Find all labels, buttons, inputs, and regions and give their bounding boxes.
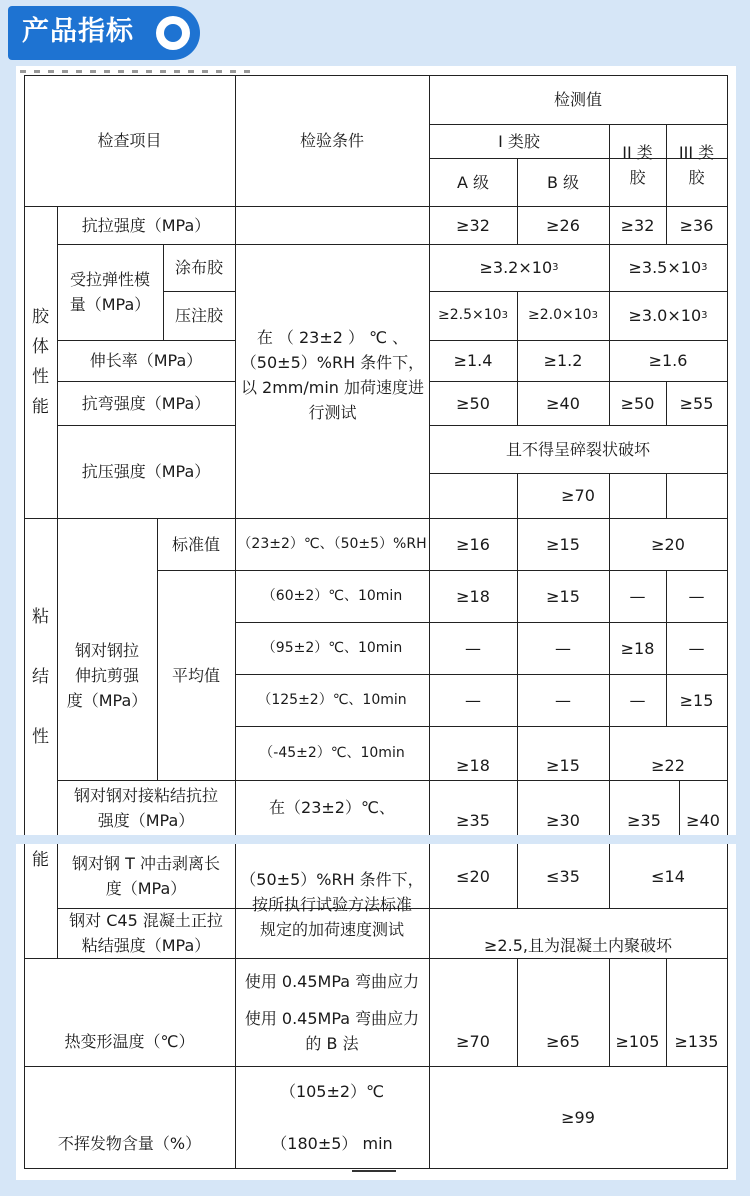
butt-c2-text: ≥35 — [627, 810, 661, 830]
rm45-b-text: ≥15 — [546, 755, 580, 775]
tensile-b — [517, 206, 609, 244]
page-break-gap — [16, 835, 736, 844]
group-bond-tail — [24, 844, 57, 875]
exponent: 3 — [501, 310, 508, 321]
volatile-label — [24, 1118, 235, 1168]
r60-c2 — [609, 570, 666, 622]
rm45-c — [609, 740, 727, 790]
tensile-label-text: 抗拉强度（MPa） — [81, 215, 211, 235]
bend-c3 — [666, 381, 727, 425]
heat-cond1-text: 使用 0.45MPa 弯曲应力 — [244, 971, 420, 991]
heat-c3 — [666, 1016, 727, 1066]
peel-b — [517, 844, 609, 908]
heat-b — [517, 1016, 609, 1066]
elong-a-text: ≥1.4 — [453, 351, 493, 370]
butt-label-text: 钢对钢对接粘结抗拉 强度（MPa） — [73, 785, 218, 830]
r60-cond-text: （60±2）℃、10min — [261, 587, 403, 604]
exponent: 3 — [701, 262, 708, 273]
heat-cond2-text: 使用 0.45MPa 弯曲应力 的 B 法 — [244, 1009, 420, 1053]
avg-label-text: 平均值 — [171, 665, 220, 685]
grid-line-horizontal — [24, 1168, 728, 1169]
heat-c2 — [609, 1016, 666, 1066]
r125-c2-text: — — [629, 690, 646, 710]
heat-c3-text: ≥135 — [674, 1031, 719, 1051]
modulus-inject-text: 压注胶 — [174, 306, 223, 325]
modulus-coat — [163, 244, 235, 291]
rm45-cond-text: （-45±2）℃、10min — [259, 744, 405, 761]
group-glue — [24, 206, 57, 518]
rm45-a-text: ≥18 — [456, 755, 490, 775]
std-cond-text: （23±2）℃、（50±5）%RH — [237, 535, 427, 552]
exponent: 3 — [552, 262, 559, 273]
concrete-label — [57, 908, 235, 958]
std-label-text: 标准值 — [171, 534, 220, 554]
volatile-cond1 — [235, 1070, 429, 1112]
bottom-mark — [352, 1170, 396, 1172]
tensile-b-text: ≥26 — [546, 215, 580, 235]
compress-label — [57, 425, 235, 518]
modulus-inj-b-text: ≥2.0×10 — [528, 307, 592, 323]
r125-c3 — [666, 674, 727, 726]
r60-a — [429, 570, 517, 622]
bend-label-text: 抗弯强度（MPa） — [81, 393, 211, 413]
glue-condition-text: 在 （ 23±2 ） ℃ 、 （50±5）%RH 条件下， 以 2mm/min 加荷速度进 行测试 — [240, 328, 425, 422]
header-grade-a-text: A 级 — [456, 172, 490, 192]
rm45-cond — [235, 726, 429, 780]
header-class1-text: I 类胶 — [498, 131, 540, 151]
r95-b-text: — — [555, 638, 571, 658]
rm45-b — [517, 740, 609, 790]
compress-label-text: 抗压强度（MPa） — [81, 462, 211, 481]
heat-label-text: 热变形温度（℃） — [64, 1031, 195, 1051]
r95-cond-text: （95±2）℃、10min — [261, 639, 403, 656]
heat-c2-text: ≥105 — [615, 1031, 660, 1051]
group-bond — [24, 518, 57, 835]
glue-condition — [240, 280, 425, 470]
bend-label — [57, 381, 235, 425]
elong-label-text: 伸长率（MPa） — [89, 351, 203, 370]
r95-c3-text: — — [688, 638, 705, 658]
std-b — [517, 518, 609, 570]
modulus-label — [57, 244, 163, 340]
concrete-val-text: ≥2.5,且为混凝土内聚破坏 — [484, 935, 672, 955]
r125-c3-text: ≥15 — [679, 690, 714, 710]
heat-a — [429, 1016, 517, 1066]
modulus-label-text: 受拉弹性模 量（MPa） — [69, 270, 151, 314]
r125-c2 — [609, 674, 666, 726]
modulus-coat-II — [609, 244, 727, 291]
elong-c — [609, 340, 727, 381]
r125-b — [517, 674, 609, 726]
modulus-inject — [163, 291, 235, 340]
butt-b-text: ≥30 — [546, 810, 580, 830]
header-class2-text: II 类 胶 — [622, 143, 653, 187]
std-c-text: ≥20 — [651, 534, 685, 554]
header-grade-b-text: B 级 — [546, 172, 580, 192]
section-banner — [8, 6, 200, 60]
group-glue-text: 胶 体 性 能 — [32, 307, 49, 417]
compress-val-text: ≥70 — [561, 486, 595, 505]
std-label — [157, 518, 235, 570]
tensile-c2 — [609, 206, 666, 244]
std-a — [429, 518, 517, 570]
butt-cond — [235, 780, 429, 835]
header-measured-text: 检测值 — [553, 90, 602, 109]
std-a-text: ≥16 — [456, 534, 490, 554]
r95-c2-text: ≥18 — [620, 638, 655, 658]
bond-cond2 — [235, 850, 429, 958]
butt-a-text: ≥35 — [456, 810, 490, 830]
butt-c3-text: ≥40 — [686, 810, 720, 830]
header-class2 — [609, 124, 666, 206]
header-class1 — [429, 124, 609, 158]
heat-label — [24, 1016, 235, 1066]
tensile-c3 — [666, 206, 727, 244]
volatile-cond2 — [235, 1122, 429, 1164]
heat-b-text: ≥65 — [546, 1031, 580, 1051]
tensile-label — [57, 206, 235, 244]
bend-b-text: ≥40 — [546, 393, 580, 413]
bend-a — [429, 381, 517, 425]
bend-c3-text: ≥55 — [679, 393, 714, 413]
exponent: 3 — [701, 310, 708, 321]
r125-a — [429, 674, 517, 726]
r60-c3-text: — — [688, 586, 705, 606]
r60-cond — [235, 570, 429, 622]
r60-b — [517, 570, 609, 622]
tensile-c2-text: ≥32 — [620, 215, 655, 235]
butt-label — [57, 780, 235, 835]
header-condition-text: 检验条件 — [299, 131, 364, 150]
concrete-label-text: 钢对 C45 混凝土正拉 粘结强度（MPa） — [69, 911, 223, 955]
volatile-val-text: ≥99 — [561, 1107, 595, 1127]
elong-label — [57, 340, 235, 381]
peel-a — [429, 844, 517, 908]
shear-label — [57, 570, 157, 780]
modulus-inj-b — [517, 291, 609, 340]
r125-b-text: — — [555, 690, 571, 710]
bend-c2-text: ≥50 — [620, 393, 655, 413]
modulus-coat-II-text: ≥3.5×10 — [628, 258, 702, 277]
bond-cond2-text: （50±5）%RH 条件下， 按所执行试验方法标准 规定的加荷速度测试 — [240, 869, 424, 939]
peel-label — [57, 844, 235, 908]
tensile-a-text: ≥32 — [456, 215, 490, 235]
header-grade-a — [429, 158, 517, 206]
banner-title: 产品指标 — [22, 16, 134, 47]
header-class3 — [666, 124, 727, 206]
peel-c — [609, 844, 727, 908]
rm45-a — [429, 740, 517, 790]
bend-note — [429, 425, 727, 473]
r95-cond — [235, 622, 429, 674]
exponent: 3 — [591, 310, 598, 321]
bend-note-text: 且不得呈碎裂状破坏 — [505, 439, 650, 459]
volatile-label-text: 不挥发物含量（%） — [57, 1133, 202, 1153]
modulus-coat-text: 涂布胶 — [174, 258, 223, 277]
header-grade-b — [517, 158, 609, 206]
heat-cond2 — [235, 1000, 429, 1062]
r60-b-text: ≥15 — [546, 586, 580, 606]
heat-a-text: ≥70 — [456, 1031, 490, 1051]
compress-val — [429, 473, 727, 518]
group-bond-tail-text: 能 — [32, 849, 49, 870]
elong-a — [429, 340, 517, 381]
group-bond-text: 粘 结 性 — [32, 606, 49, 747]
header-item — [24, 75, 235, 206]
elong-b — [517, 340, 609, 381]
peel-b-text: ≤35 — [546, 866, 580, 886]
std-c — [609, 518, 727, 570]
peel-c-text: ≤14 — [651, 866, 685, 886]
rm45-c-text: ≥22 — [651, 755, 685, 775]
circle-bullet-icon — [156, 16, 190, 50]
r60-c3 — [666, 570, 727, 622]
modulus-inj-II-text: ≥3.0×10 — [628, 306, 702, 325]
r125-cond-text: （125±2）℃、10min — [257, 691, 407, 708]
elong-b-text: ≥1.2 — [543, 351, 583, 370]
header-class3-text: III 类 胶 — [678, 143, 715, 187]
header-item-text: 检查项目 — [97, 131, 162, 150]
scan-noise-line — [20, 70, 250, 73]
modulus-coat-I-text: ≥3.2×10 — [479, 258, 553, 277]
r60-c2-text: — — [629, 586, 646, 606]
avg-label — [157, 570, 235, 780]
shear-label-text: 钢对钢拉 伸抗剪强 度（MPa） — [66, 640, 148, 710]
r95-b — [517, 622, 609, 674]
heat-cond1 — [235, 962, 429, 1000]
peel-label-text: 钢对钢 T 冲击剥离长 度（MPa） — [72, 854, 220, 898]
std-cond — [235, 518, 429, 570]
modulus-inj-a — [429, 291, 517, 340]
tensile-c3-text: ≥36 — [679, 215, 714, 235]
bend-c2 — [609, 381, 666, 425]
bend-b — [517, 381, 609, 425]
r95-a-text: — — [465, 638, 481, 658]
r125-cond — [235, 674, 429, 726]
volatile-cond1-text: （105±2）℃ — [279, 1081, 385, 1101]
tensile-a — [429, 206, 517, 244]
butt-cond-text: 在（23±2）℃、 — [269, 798, 395, 817]
r95-c2 — [609, 622, 666, 674]
header-condition — [235, 75, 429, 206]
bend-a-text: ≥50 — [456, 393, 490, 413]
header-measured — [429, 75, 727, 124]
peel-a-text: ≤20 — [456, 866, 490, 886]
std-b-text: ≥15 — [546, 534, 580, 554]
r125-a-text: — — [465, 690, 481, 710]
volatile-cond2-text: （180±5） min — [271, 1133, 393, 1153]
r95-c3 — [666, 622, 727, 674]
modulus-coat-I — [429, 244, 609, 291]
modulus-inj-II — [609, 291, 727, 340]
concrete-val — [429, 920, 727, 970]
elong-c-text: ≥1.6 — [648, 351, 688, 370]
r60-a-text: ≥18 — [456, 586, 490, 606]
volatile-val — [429, 1066, 727, 1168]
modulus-inj-a-text: ≥2.5×10 — [438, 307, 502, 323]
r95-a — [429, 622, 517, 674]
